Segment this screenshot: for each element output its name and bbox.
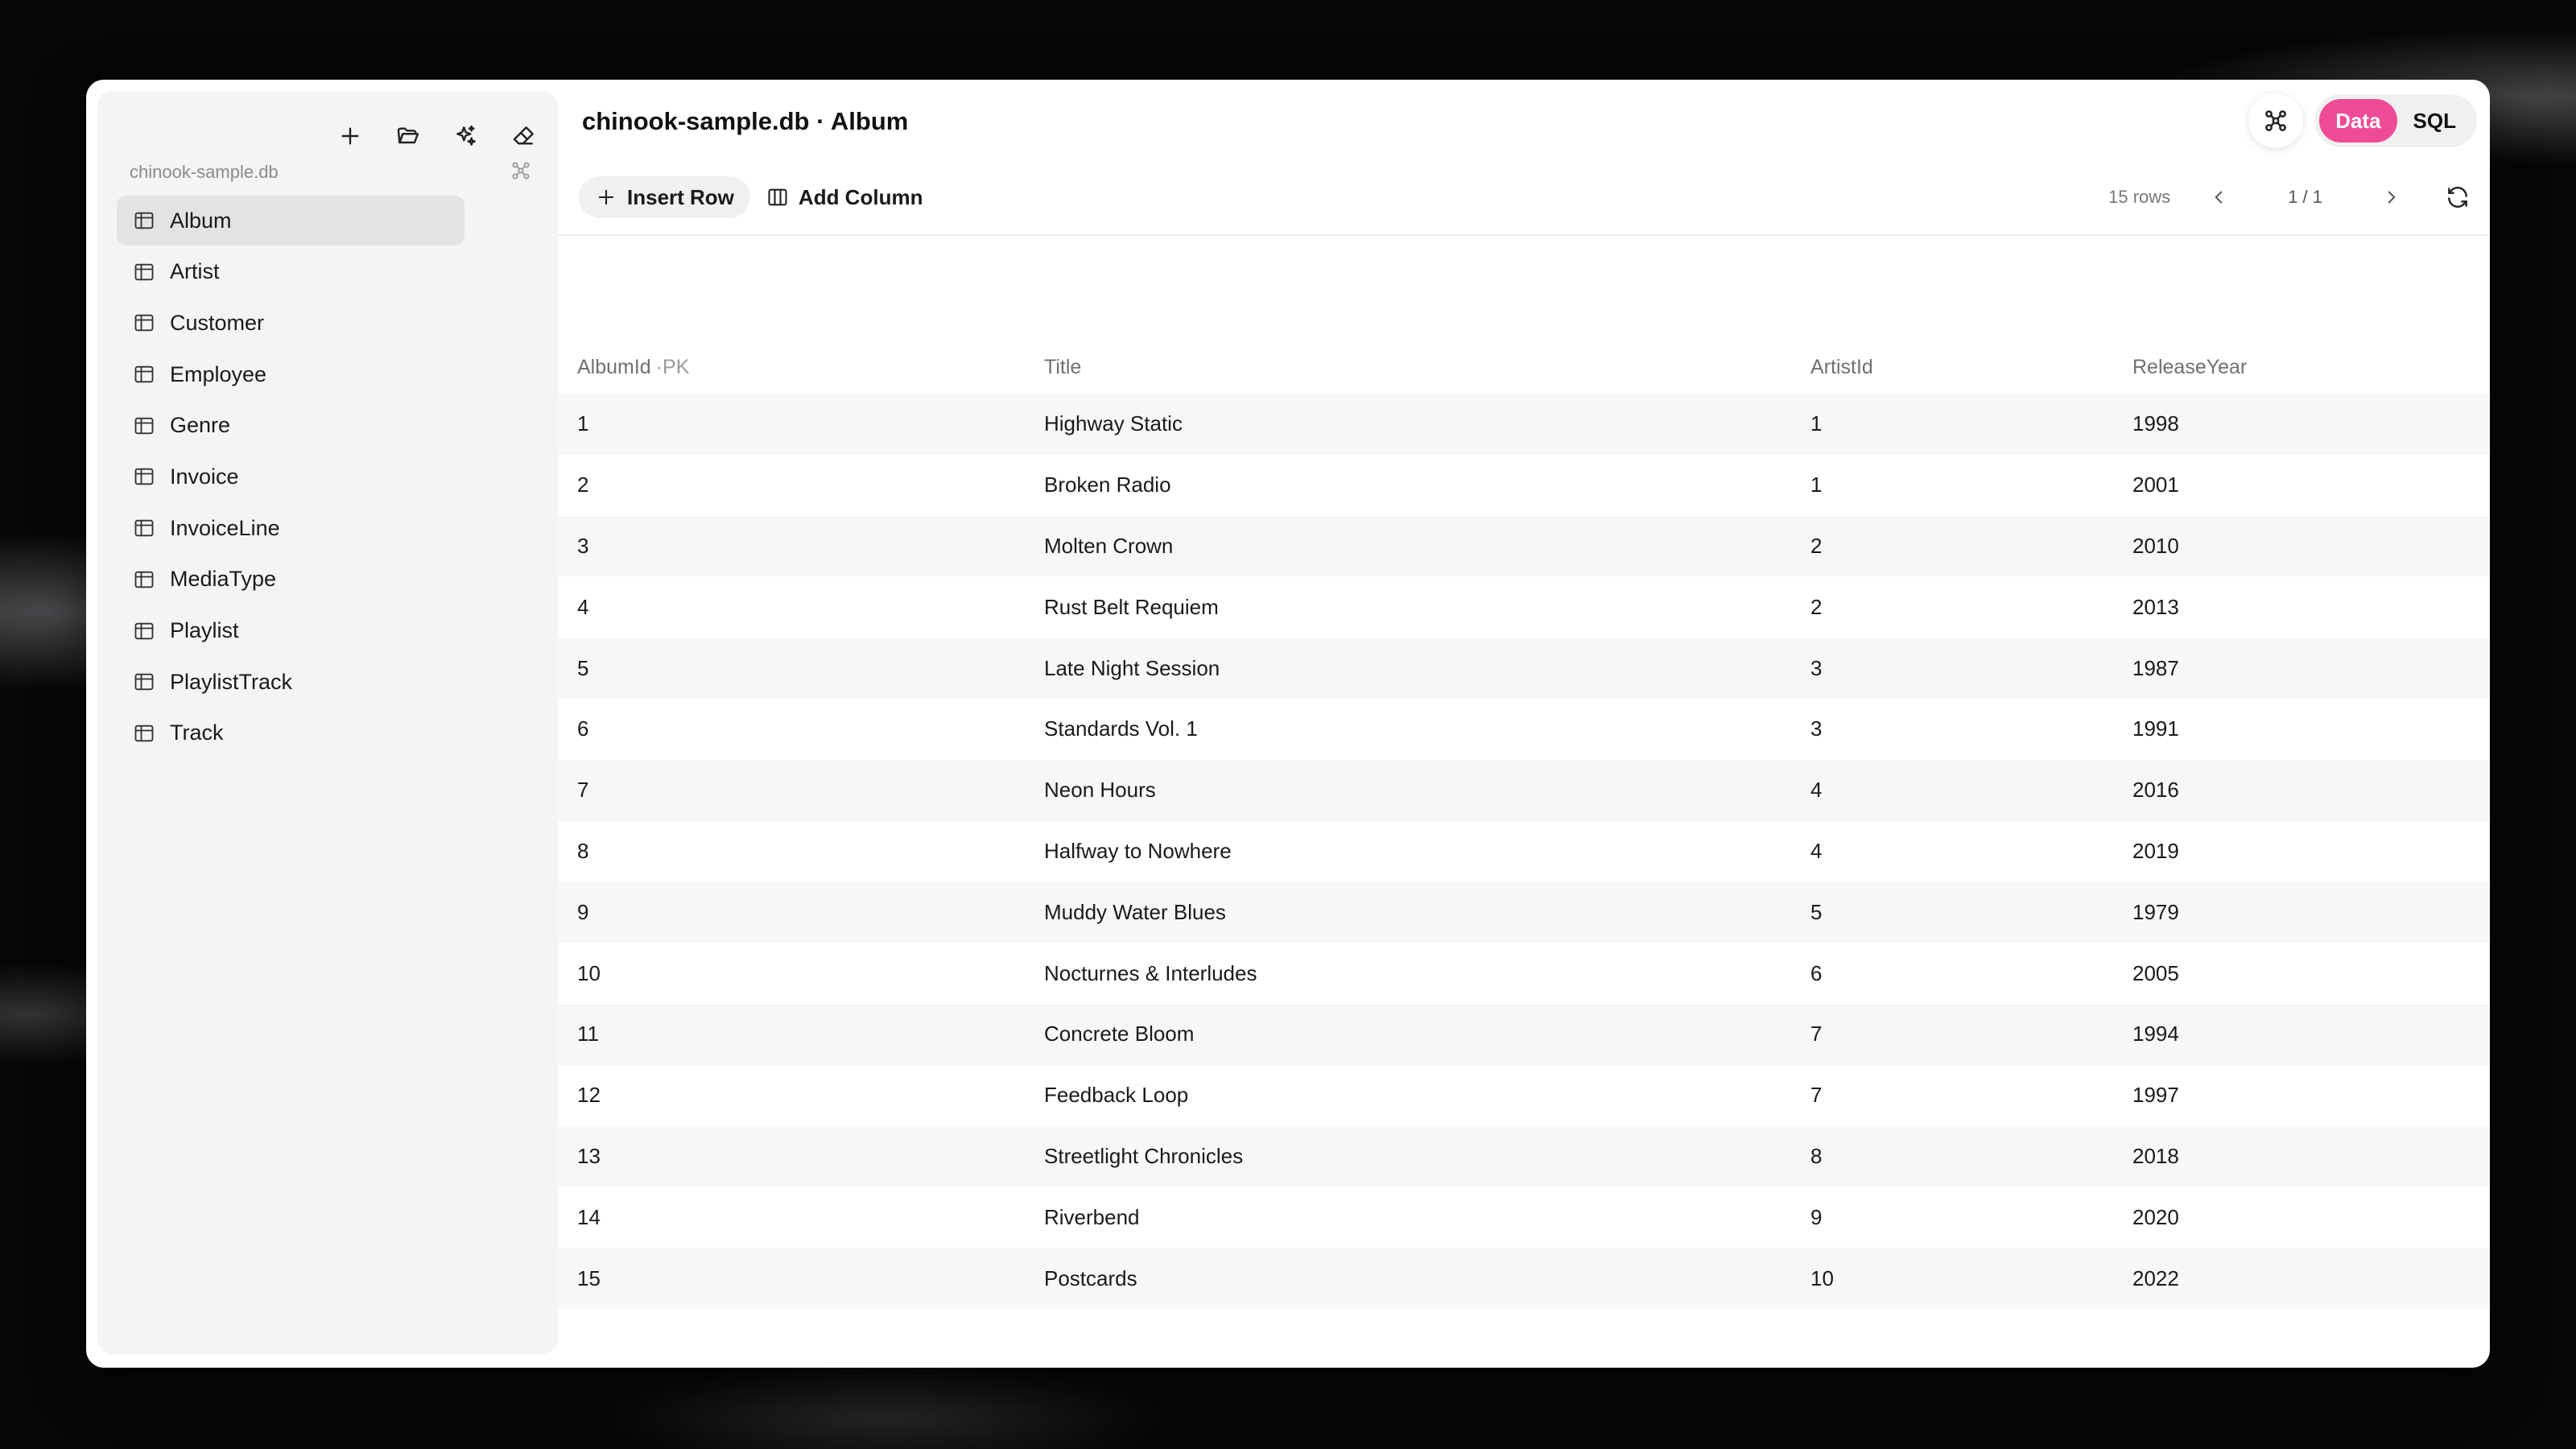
cell-title[interactable]: Streetlight Chronicles	[1044, 1143, 1244, 1168]
cell-title[interactable]: Standards Vol. 1	[1044, 716, 1198, 741]
sidebar-item-label: Genre	[170, 413, 231, 438]
sidebar-item-album[interactable]	[117, 196, 464, 246]
cell-albumid[interactable]: 7	[577, 778, 589, 803]
table-row[interactable]	[558, 943, 2490, 1004]
table-row[interactable]	[558, 881, 2490, 943]
sidebar-item-label: Playlist	[170, 618, 239, 642]
sidebar-item-label: InvoiceLine	[170, 515, 280, 540]
table-row[interactable]	[558, 1187, 2490, 1248]
table-row[interactable]	[558, 638, 2490, 699]
table-row[interactable]	[558, 821, 2490, 882]
sidebar-item-artist[interactable]	[117, 247, 464, 297]
plus-icon	[337, 123, 363, 149]
ai-assistant-button[interactable]	[447, 117, 485, 155]
sidebar-item-label: Track	[170, 720, 224, 745]
cell-artistid[interactable]: 9	[1810, 1204, 1823, 1229]
cell-title[interactable]: Halfway to Nowhere	[1044, 838, 1232, 863]
sidebar	[97, 91, 558, 1355]
cell-artistid[interactable]: 4	[1810, 838, 1823, 863]
cell-title[interactable]: Nocturnes & Interludes	[1044, 960, 1257, 985]
eraser-icon	[511, 123, 537, 149]
table-icon	[133, 363, 155, 386]
sidebar-item-label: Invoice	[170, 464, 239, 489]
cell-releaseyear[interactable]: 2020	[2132, 1204, 2179, 1229]
table-icon	[133, 415, 155, 437]
table-icon	[133, 465, 155, 488]
primary-key-tag: ·PK	[655, 355, 690, 378]
grid-body	[558, 394, 2490, 1309]
cell-releaseyear[interactable]: 1979	[2132, 899, 2179, 924]
new-database-button[interactable]	[331, 117, 369, 155]
table-icon	[133, 517, 155, 539]
sidebar-item-label: Artist	[170, 259, 220, 284]
column-header-artistid[interactable]	[1791, 356, 2113, 379]
schema-graph-icon	[2262, 107, 2289, 134]
toolbar-divider	[558, 234, 2490, 236]
sidebar-item-playlist[interactable]	[117, 606, 464, 656]
main-panel	[558, 80, 2490, 1368]
sidebar-item-label: PlaylistTrack	[170, 669, 293, 694]
table-row[interactable]	[558, 699, 2490, 760]
database-header	[130, 159, 532, 186]
cell-title[interactable]: Muddy Water Blues	[1044, 899, 1226, 924]
table-icon	[133, 568, 155, 591]
table-row[interactable]	[558, 1126, 2490, 1187]
insert-row-button[interactable]	[579, 176, 750, 218]
table-icon	[133, 671, 155, 693]
sidebar-item-label: Employee	[170, 361, 267, 386]
table-row[interactable]	[558, 1004, 2490, 1065]
columns-icon	[766, 186, 789, 208]
sidebar-item-invoice[interactable]	[117, 452, 464, 502]
sidebar-item-genre[interactable]	[117, 401, 464, 451]
sidebar-item-mediatype[interactable]	[117, 555, 464, 605]
cell-releaseyear[interactable]: 2016	[2132, 778, 2179, 803]
refresh-button[interactable]	[2438, 178, 2477, 217]
cell-releaseyear[interactable]: 2022	[2132, 1265, 2179, 1290]
sparkles-icon	[453, 123, 479, 149]
cell-title[interactable]: Riverbend	[1044, 1204, 1140, 1229]
table-row[interactable]	[558, 1248, 2490, 1309]
cell-artistid[interactable]: 3	[1810, 655, 1823, 680]
sidebar-item-track[interactable]	[117, 708, 464, 758]
folder-open-icon	[395, 123, 421, 149]
chevron-right-icon	[2381, 187, 2402, 208]
cell-title[interactable]: Neon Hours	[1044, 778, 1156, 803]
cell-albumid[interactable]: 1	[577, 411, 589, 436]
schema-graph-icon	[510, 159, 532, 182]
insert-row-label: Insert Row	[627, 184, 734, 209]
cell-releaseyear[interactable]: 2001	[2132, 473, 2179, 497]
cell-title[interactable]: Molten Crown	[1044, 533, 1174, 558]
refresh-icon	[2445, 184, 2471, 210]
cell-albumid[interactable]: 6	[577, 716, 589, 741]
table-icon	[133, 312, 155, 334]
table-row[interactable]	[558, 394, 2490, 455]
cell-artistid[interactable]: 1	[1810, 473, 1823, 497]
schema-view-button[interactable]	[510, 159, 532, 186]
sidebar-item-playlisttrack[interactable]	[117, 657, 464, 707]
cell-artistid[interactable]: 4	[1810, 778, 1823, 803]
cell-artistid[interactable]: 10	[1810, 1265, 1834, 1290]
cell-artistid[interactable]: 8	[1810, 1143, 1823, 1168]
cell-albumid[interactable]: 14	[577, 1204, 601, 1229]
app-window	[86, 80, 2490, 1368]
table-toolbar	[579, 176, 2477, 218]
cell-releaseyear[interactable]: 1997	[2132, 1083, 2179, 1108]
cell-artistid[interactable]: 2	[1810, 594, 1823, 619]
table-row[interactable]	[558, 1065, 2490, 1126]
database-name: chinook-sample.db	[130, 162, 279, 182]
cell-releaseyear[interactable]: 1998	[2132, 411, 2179, 436]
cell-albumid[interactable]: 9	[577, 899, 589, 924]
open-database-button[interactable]	[389, 117, 427, 155]
cell-title[interactable]: Late Night Session	[1044, 655, 1220, 680]
sidebar-item-employee[interactable]	[117, 349, 464, 399]
cell-artistid[interactable]: 5	[1810, 899, 1823, 924]
clear-button[interactable]	[505, 117, 543, 155]
cell-title[interactable]: Feedback Loop	[1044, 1083, 1189, 1108]
mode-switch	[2314, 94, 2477, 147]
cell-releaseyear[interactable]: 1991	[2132, 716, 2179, 741]
cell-title[interactable]: Broken Radio	[1044, 473, 1171, 497]
cell-albumid[interactable]: 5	[577, 655, 589, 680]
page-title: chinook-sample.db · Album	[582, 107, 909, 135]
sidebar-item-label: MediaType	[170, 567, 277, 592]
grid-header	[558, 339, 2490, 395]
cell-releaseyear[interactable]: 2010	[2132, 533, 2179, 558]
add-column-label: Add Column	[798, 184, 923, 209]
column-header-title[interactable]	[1025, 356, 1791, 379]
tab-data[interactable]: Data	[2319, 99, 2396, 142]
chevron-left-icon	[2208, 187, 2229, 208]
cell-releaseyear[interactable]: 2005	[2132, 960, 2179, 985]
cell-albumid[interactable]: 8	[577, 838, 589, 863]
tab-sql[interactable]: SQL	[2413, 108, 2456, 133]
cell-title[interactable]: Highway Static	[1044, 411, 1183, 436]
cell-albumid[interactable]: 2	[577, 473, 589, 497]
cell-artistid[interactable]: 6	[1810, 960, 1823, 985]
column-name: Title	[1044, 355, 1082, 378]
table-icon	[133, 620, 155, 642]
column-name: ArtistId	[1810, 355, 1873, 378]
add-column-button[interactable]	[750, 176, 939, 218]
schema-diagram-button[interactable]	[2248, 93, 2303, 148]
plus-icon	[595, 186, 617, 208]
table-icon	[133, 722, 155, 745]
cell-title[interactable]: Postcards	[1044, 1265, 1137, 1290]
sidebar-item-invoiceline[interactable]	[117, 503, 464, 553]
page-indicator: 1 / 1	[2288, 187, 2322, 207]
cell-albumid[interactable]: 4	[577, 594, 589, 619]
cell-releaseyear[interactable]: 1994	[2132, 1022, 2179, 1046]
cell-albumid[interactable]: 13	[577, 1143, 601, 1168]
cell-releaseyear[interactable]: 1987	[2132, 655, 2179, 680]
table-icon	[133, 209, 155, 232]
column-name: AlbumId	[577, 355, 651, 378]
cell-artistid[interactable]: 3	[1810, 716, 1823, 741]
cell-artistid[interactable]: 7	[1810, 1083, 1823, 1108]
table-icon	[133, 261, 155, 283]
table-row[interactable]	[558, 760, 2490, 821]
column-header-releaseyear[interactable]	[2113, 356, 2490, 379]
sidebar-item-label: Album	[170, 208, 232, 233]
cell-releaseyear[interactable]: 2013	[2132, 594, 2179, 619]
previous-page-button[interactable]	[2199, 178, 2238, 217]
cell-artistid[interactable]: 1	[1810, 411, 1823, 436]
cell-albumid[interactable]: 11	[577, 1022, 599, 1046]
table-row[interactable]	[558, 576, 2490, 638]
sidebar-item-customer[interactable]	[117, 298, 464, 348]
cell-artistid[interactable]: 7	[1810, 1022, 1823, 1046]
view-controls	[2248, 94, 2477, 147]
column-name: ReleaseYear	[2132, 355, 2248, 378]
cell-releaseyear[interactable]: 2018	[2132, 1143, 2179, 1168]
cell-albumid[interactable]: 15	[577, 1265, 601, 1290]
row-count: 15 rows	[2108, 187, 2171, 207]
table-row[interactable]	[558, 455, 2490, 516]
table-list	[117, 196, 464, 760]
next-page-button[interactable]	[2372, 178, 2411, 217]
cell-albumid[interactable]: 10	[577, 960, 601, 985]
cell-albumid[interactable]: 3	[577, 533, 589, 558]
cell-releaseyear[interactable]: 2019	[2132, 838, 2179, 863]
cell-albumid[interactable]: 12	[577, 1083, 601, 1108]
cell-title[interactable]: Rust Belt Requiem	[1044, 594, 1219, 619]
sidebar-item-label: Customer	[170, 310, 265, 335]
cell-artistid[interactable]: 2	[1810, 533, 1823, 558]
column-header-albumid[interactable]	[558, 356, 1025, 379]
pagination	[2108, 178, 2477, 217]
cell-title[interactable]: Concrete Bloom	[1044, 1022, 1195, 1046]
sidebar-toolbar	[331, 117, 543, 155]
table-row[interactable]	[558, 516, 2490, 577]
